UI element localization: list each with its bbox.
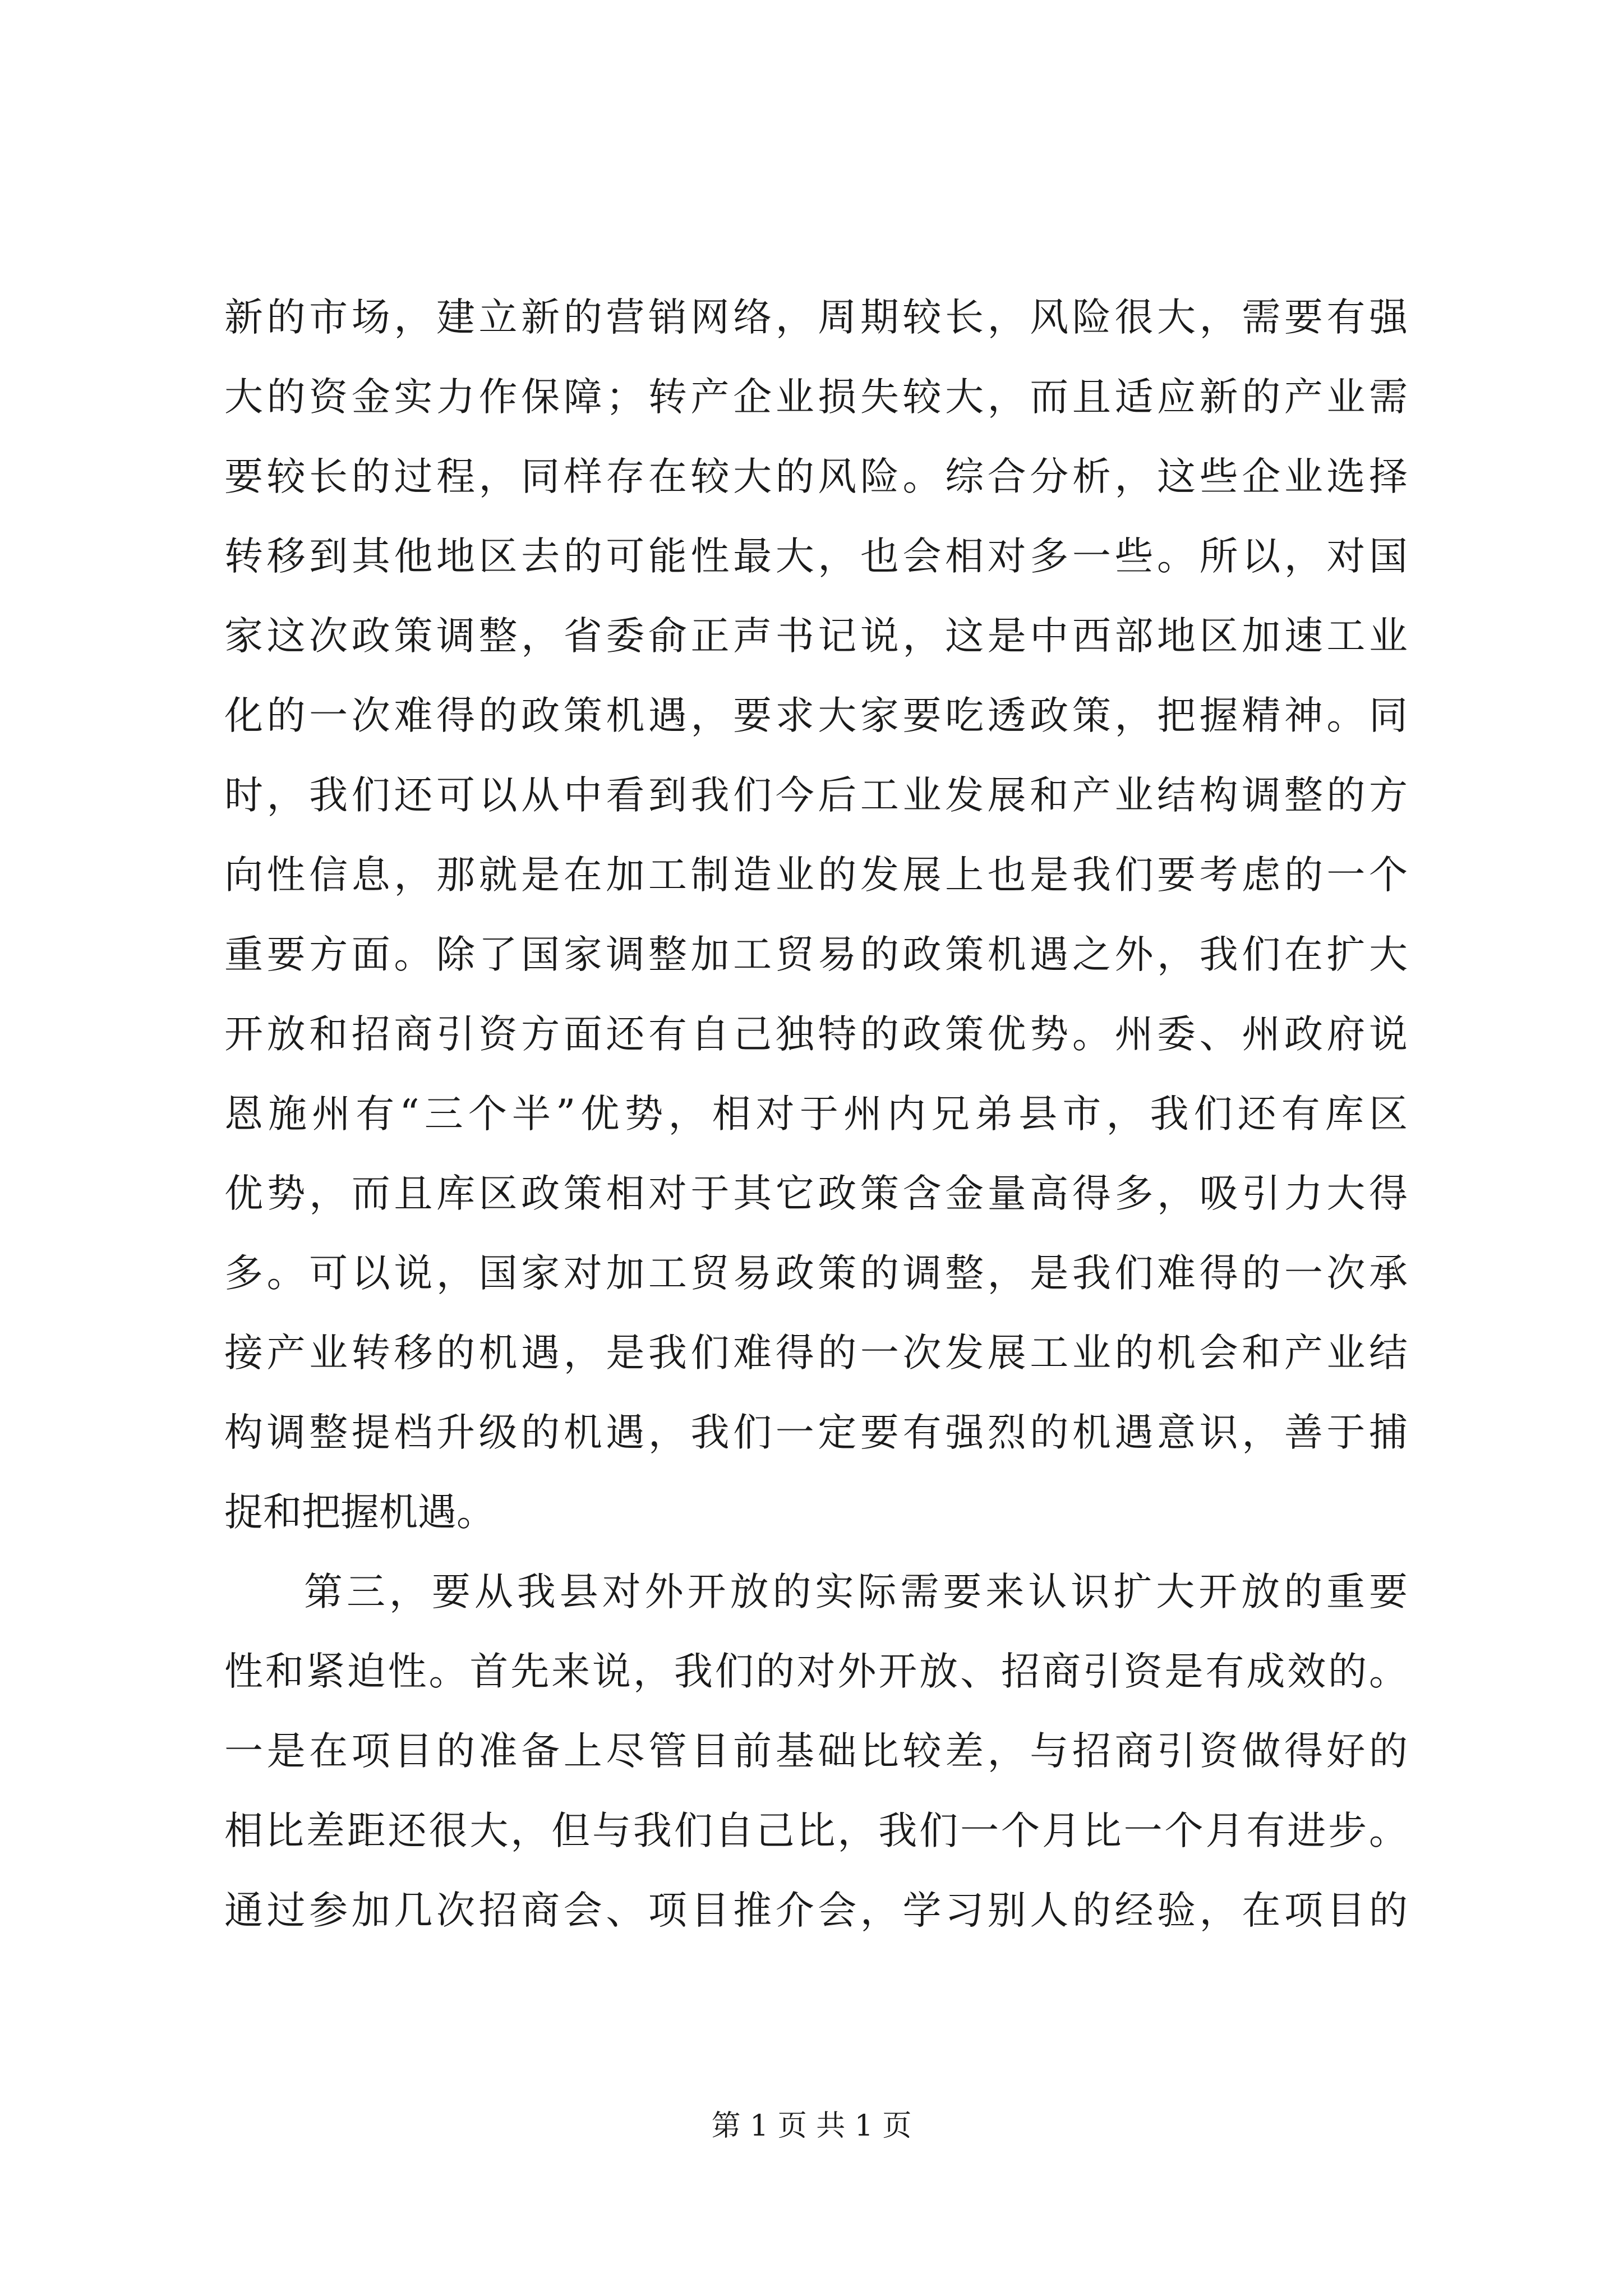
text-line: 转移到其他地区去的可能性最大，也会相对多一些。所以，对国	[224, 534, 1408, 579]
text-line: 性和紧迫性。首先来说，我们的对外开放、招商引资是有成效的。	[224, 1649, 1408, 1694]
text-line: 时，我们还可以从中看到我们今后工业发展和产业结构调整的方	[224, 773, 1408, 818]
text-line: 优势，而且库区政策相对于其它政策含金量高得多，吸引力大得	[224, 1171, 1408, 1216]
text-line: 第三，要从我县对外开放的实际需要来认识扩大开放的重要	[304, 1570, 1408, 1614]
text-line: 恩施州有“三个半”优势，相对于州内兄弟县市，我们还有库区	[224, 1092, 1408, 1137]
text-line: 要较长的过程，同样存在较大的风险。综合分析，这些企业选择	[224, 454, 1408, 499]
text-line: 多。可以说，国家对加工贸易政策的调整，是我们难得的一次承	[224, 1251, 1408, 1296]
text-line: 向性信息，那就是在加工制造业的发展上也是我们要考虑的一个	[224, 853, 1408, 898]
page-number-footer: 第 1 页 共 1 页	[711, 2109, 912, 2143]
text-line: 接产业转移的机遇，是我们难得的一次发展工业的机会和产业结	[224, 1331, 1408, 1375]
paragraph-1	[224, 278, 1408, 1552]
text-line: 相比差距还很大，但与我们自己比，我们一个月比一个月有进步。	[224, 1809, 1408, 1853]
text-line: 捉和把握机遇。	[224, 1490, 495, 1535]
text-line: 一是在项目的准备上尽管目前基础比较差，与招商引资做得好的	[224, 1729, 1408, 1774]
paragraph-2	[224, 1552, 1408, 1950]
text-line: 家这次政策调整，省委俞正声书记说，这是中西部地区加速工业	[224, 614, 1408, 659]
text-line: 重要方面。除了国家调整加工贸易的政策机遇之外，我们在扩大	[224, 932, 1408, 977]
text-line: 化的一次难得的政策机遇，要求大家要吃透政策，把握精神。同	[224, 693, 1408, 738]
text-line: 通过参加几次招商会、项目推介会，学习别人的经验，在项目的	[224, 1888, 1408, 1933]
document-body	[224, 278, 1408, 1950]
text-line: 新的市场，建立新的营销网络，周期较长，风险很大，需要有强	[224, 295, 1408, 340]
text-line: 构调整提档升级的机遇，我们一定要有强烈的机遇意识，善于捕	[224, 1410, 1408, 1455]
text-line: 开放和招商引资方面还有自己独特的政策优势。州委、州政府说	[224, 1012, 1408, 1057]
text-line: 大的资金实力作保障；转产企业损失较大，而且适应新的产业需	[224, 375, 1408, 420]
